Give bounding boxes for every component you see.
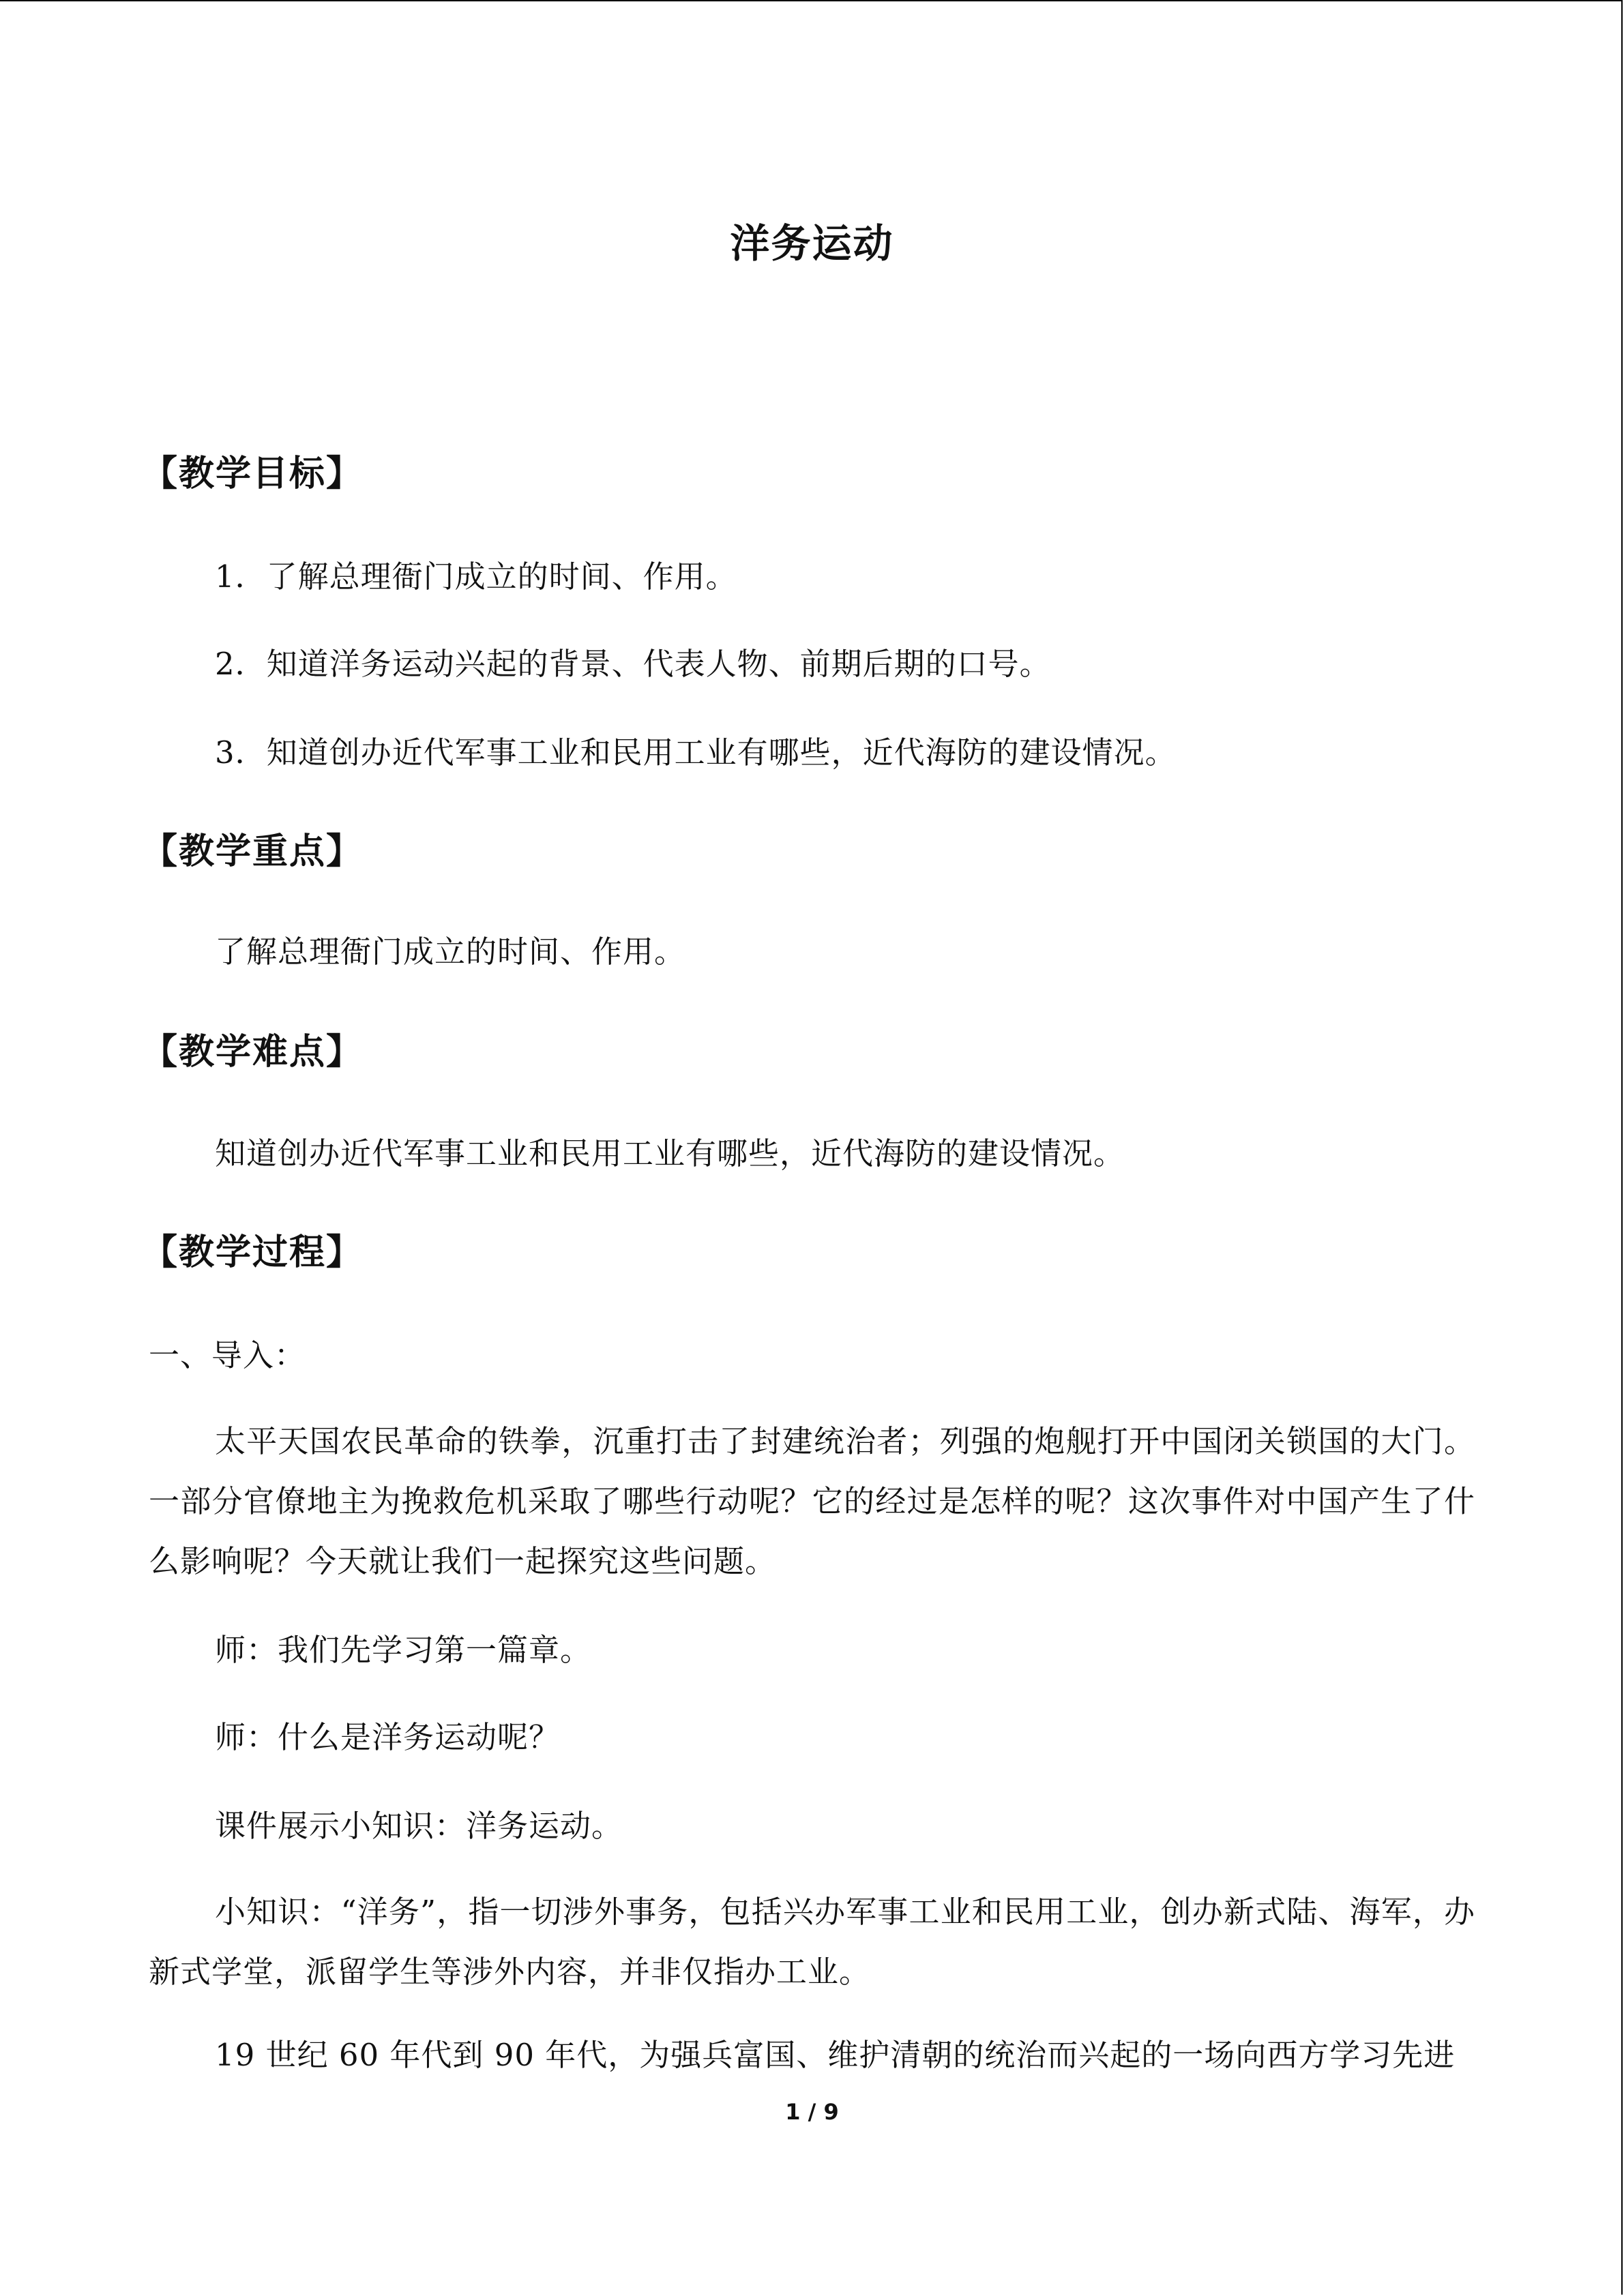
objective-item-3: 3．知道创办近代军事工业和民用工业有哪些，近代海防的建设情况。 bbox=[215, 734, 1177, 771]
page-indicator: 1 / 9 bbox=[785, 2099, 839, 2125]
teacher-line-2: 师：什么是洋务运动呢？ bbox=[215, 1719, 561, 1755]
heading-objectives: 【教学目标】 bbox=[142, 453, 364, 494]
heading-process: 【教学过程】 bbox=[142, 1232, 364, 1273]
objective-item-2: 2．知道洋务运动兴起的背景、代表人物、前期后期的口号。 bbox=[215, 646, 1051, 682]
intro-paragraph: 太平天国农民革命的铁拳，沉重打击了封建统治者；列强的炮舰打开中国闭关锁国的大门。一部分官僚地主为挽救危机采取了哪些行动呢？它的经过是怎样的呢？这次事件对中国产生了什么影响呢？今天就让我们一起探究这些问题。 bbox=[149, 1423, 1475, 1579]
key-points-text: 了解总理衙门成立的时间、作用。 bbox=[215, 934, 686, 970]
heading-key-points: 【教学重点】 bbox=[142, 831, 364, 872]
heading-difficulties: 【教学难点】 bbox=[142, 1032, 364, 1073]
definition-paragraph-start: 19 世纪 60 年代到 90 年代，为强兵富国、维护清朝的统治而兴起的一场向西方学习先进 bbox=[215, 2037, 1456, 2073]
document-title: 洋务运动 bbox=[730, 220, 894, 267]
knowledge-paragraph: 小知识：“洋务”，指一切涉外事务，包括兴办军事工业和民用工业，创办新式陆、海军，办新式学堂，派留学生等涉外内容，并非仅指办工业。 bbox=[149, 1894, 1475, 1990]
difficulties-text: 知道创办近代军事工业和民用工业有哪些，近代海防的建设情况。 bbox=[215, 1135, 1125, 1172]
objective-item-1: 1．了解总理衙门成立的时间、作用。 bbox=[215, 558, 737, 595]
courseware-line: 课件展示小知识：洋务运动。 bbox=[215, 1808, 623, 1844]
teacher-line-1: 师：我们先学习第一篇章。 bbox=[215, 1632, 592, 1668]
intro-label: 一、导入： bbox=[149, 1337, 306, 1373]
